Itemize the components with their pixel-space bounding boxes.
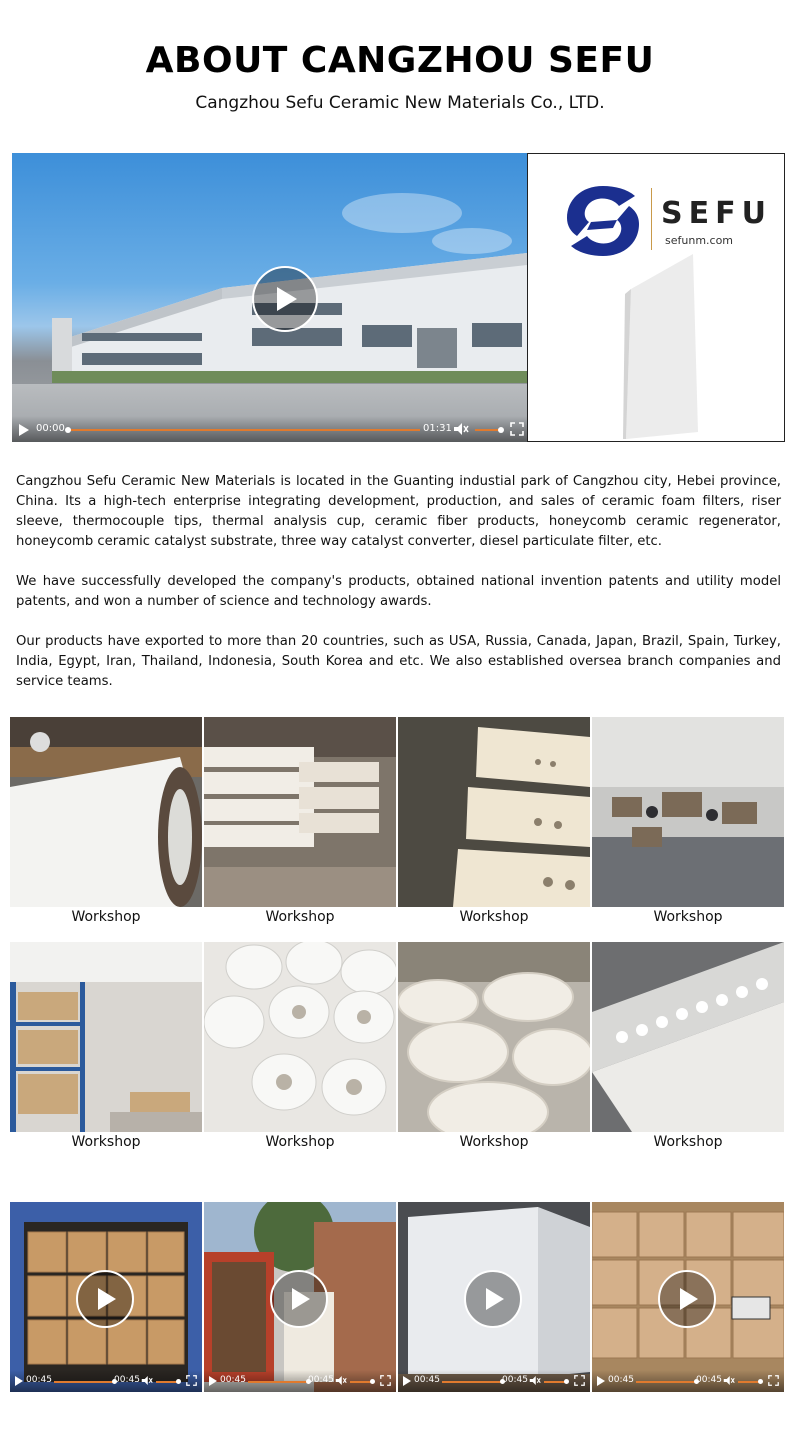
cloud — [342, 193, 462, 233]
duration: 00:45 — [696, 1375, 722, 1385]
video-progress-bar[interactable] — [248, 1381, 308, 1383]
video-controls — [10, 1370, 202, 1392]
awards-paragraph: We have successfully developed the company's products, obtained national invention patents and utility model patents, and won a number of science and technology awards. — [16, 574, 781, 609]
gallery-caption: Workshop — [71, 1134, 141, 1150]
gallery-caption: Workshop — [71, 909, 141, 925]
gallery-caption: Workshop — [265, 909, 335, 925]
volume-handle[interactable] — [758, 1379, 763, 1384]
muted-speaker-icon[interactable] — [335, 1375, 347, 1386]
play-icon[interactable] — [270, 1270, 328, 1328]
duration: 00:45 — [308, 1375, 334, 1385]
fullscreen-icon[interactable] — [510, 422, 524, 436]
company-intro-paragraph: Cangzhou Sefu Ceramic New Materials is located in the Guanting industial park of Cangzhou city, Hebei province, China. Its a high-tech enterprise integrating development, production, and sales of ceramic foam filters, riser sleeve, thermocouple tips, thermal analysis cup, ceramic fiber products, honeycomb ceramic regenerator, honeycomb ceramic catalyst substrate, three way catalyst converter, diesel particulate filter, etc. — [16, 474, 781, 549]
gallery-caption: Workshop — [653, 909, 723, 925]
video-controls — [204, 1370, 396, 1392]
duration: 01:31 — [423, 423, 452, 434]
volume-handle[interactable] — [498, 427, 504, 433]
volume-handle[interactable] — [176, 1379, 181, 1384]
current-time: 00:45 — [414, 1375, 440, 1385]
volume-bar[interactable] — [156, 1381, 178, 1383]
brand-name: SEFU — [661, 196, 772, 231]
video-progress-bar[interactable] — [54, 1381, 114, 1383]
volume-handle[interactable] — [564, 1379, 569, 1384]
play-control-icon[interactable] — [19, 424, 29, 436]
current-time: 00:45 — [220, 1375, 246, 1385]
loading-video-player[interactable] — [10, 1202, 202, 1392]
muted-speaker-icon[interactable] — [453, 422, 469, 436]
fullscreen-icon[interactable] — [768, 1375, 779, 1386]
workshop-image — [398, 717, 590, 907]
volume-bar[interactable] — [544, 1381, 566, 1383]
packaging-video-player[interactable] — [398, 1202, 590, 1392]
current-time: 00:45 — [608, 1375, 634, 1385]
duration: 00:45 — [502, 1375, 528, 1385]
workshop-image — [204, 717, 396, 907]
gallery-caption: Workshop — [653, 1134, 723, 1150]
workshop-image — [592, 942, 784, 1132]
sefu-logo-icon — [563, 182, 643, 260]
progress-handle[interactable] — [65, 427, 71, 433]
workshop-image — [10, 942, 202, 1132]
gallery-caption: Workshop — [459, 909, 529, 925]
current-time: 00:45 — [26, 1375, 52, 1385]
current-time: 00:00 — [36, 423, 65, 434]
video-progress-bar[interactable] — [636, 1381, 696, 1383]
workshop-image — [592, 717, 784, 907]
page-subtitle: Cangzhou Sefu Ceramic New Materials Co., LTD. — [195, 93, 605, 113]
play-control-icon[interactable] — [597, 1376, 605, 1386]
factory-video-player[interactable] — [12, 153, 527, 442]
play-icon[interactable] — [658, 1270, 716, 1328]
workshop-image — [398, 942, 590, 1132]
fullscreen-icon[interactable] — [574, 1375, 585, 1386]
play-control-icon[interactable] — [403, 1376, 411, 1386]
export-paragraph: Our products have exported to more than 20 countries, such as USA, Russia, Canada, Japan, Brazil, Spain, Turkey, India, Egypt, Iran, Thailand, Indonesia, South Korea and etc. We also established oversea branch companies and service teams. — [16, 634, 781, 689]
ceramic-board-image — [623, 254, 698, 439]
volume-bar[interactable] — [738, 1381, 760, 1383]
workshop-image — [204, 942, 396, 1132]
brand-url: sefunm.com — [665, 234, 734, 247]
video-controls — [592, 1370, 784, 1392]
page-title: ABOUT CANGZHOU SEFU — [145, 40, 655, 81]
volume-bar[interactable] — [350, 1381, 372, 1383]
warehouse-video-player[interactable] — [592, 1202, 784, 1392]
fullscreen-icon[interactable] — [380, 1375, 391, 1386]
play-icon[interactable] — [252, 266, 318, 332]
video-controls — [12, 416, 527, 442]
brand-divider — [651, 188, 652, 250]
muted-speaker-icon[interactable] — [529, 1375, 541, 1386]
video-progress-bar[interactable] — [442, 1381, 502, 1383]
video-progress-bar[interactable] — [70, 429, 420, 431]
gallery-caption: Workshop — [265, 1134, 335, 1150]
video-controls — [398, 1370, 590, 1392]
duration: 00:45 — [114, 1375, 140, 1385]
workshop-image — [10, 717, 202, 907]
gallery-caption: Workshop — [459, 1134, 529, 1150]
muted-speaker-icon[interactable] — [723, 1375, 735, 1386]
fullscreen-icon[interactable] — [186, 1375, 197, 1386]
shipping-video-player[interactable] — [204, 1202, 396, 1392]
brand-panel — [527, 153, 785, 442]
play-icon[interactable] — [76, 1270, 134, 1328]
play-control-icon[interactable] — [15, 1376, 23, 1386]
play-icon[interactable] — [464, 1270, 522, 1328]
volume-handle[interactable] — [370, 1379, 375, 1384]
muted-speaker-icon[interactable] — [141, 1375, 153, 1386]
play-control-icon[interactable] — [209, 1376, 217, 1386]
